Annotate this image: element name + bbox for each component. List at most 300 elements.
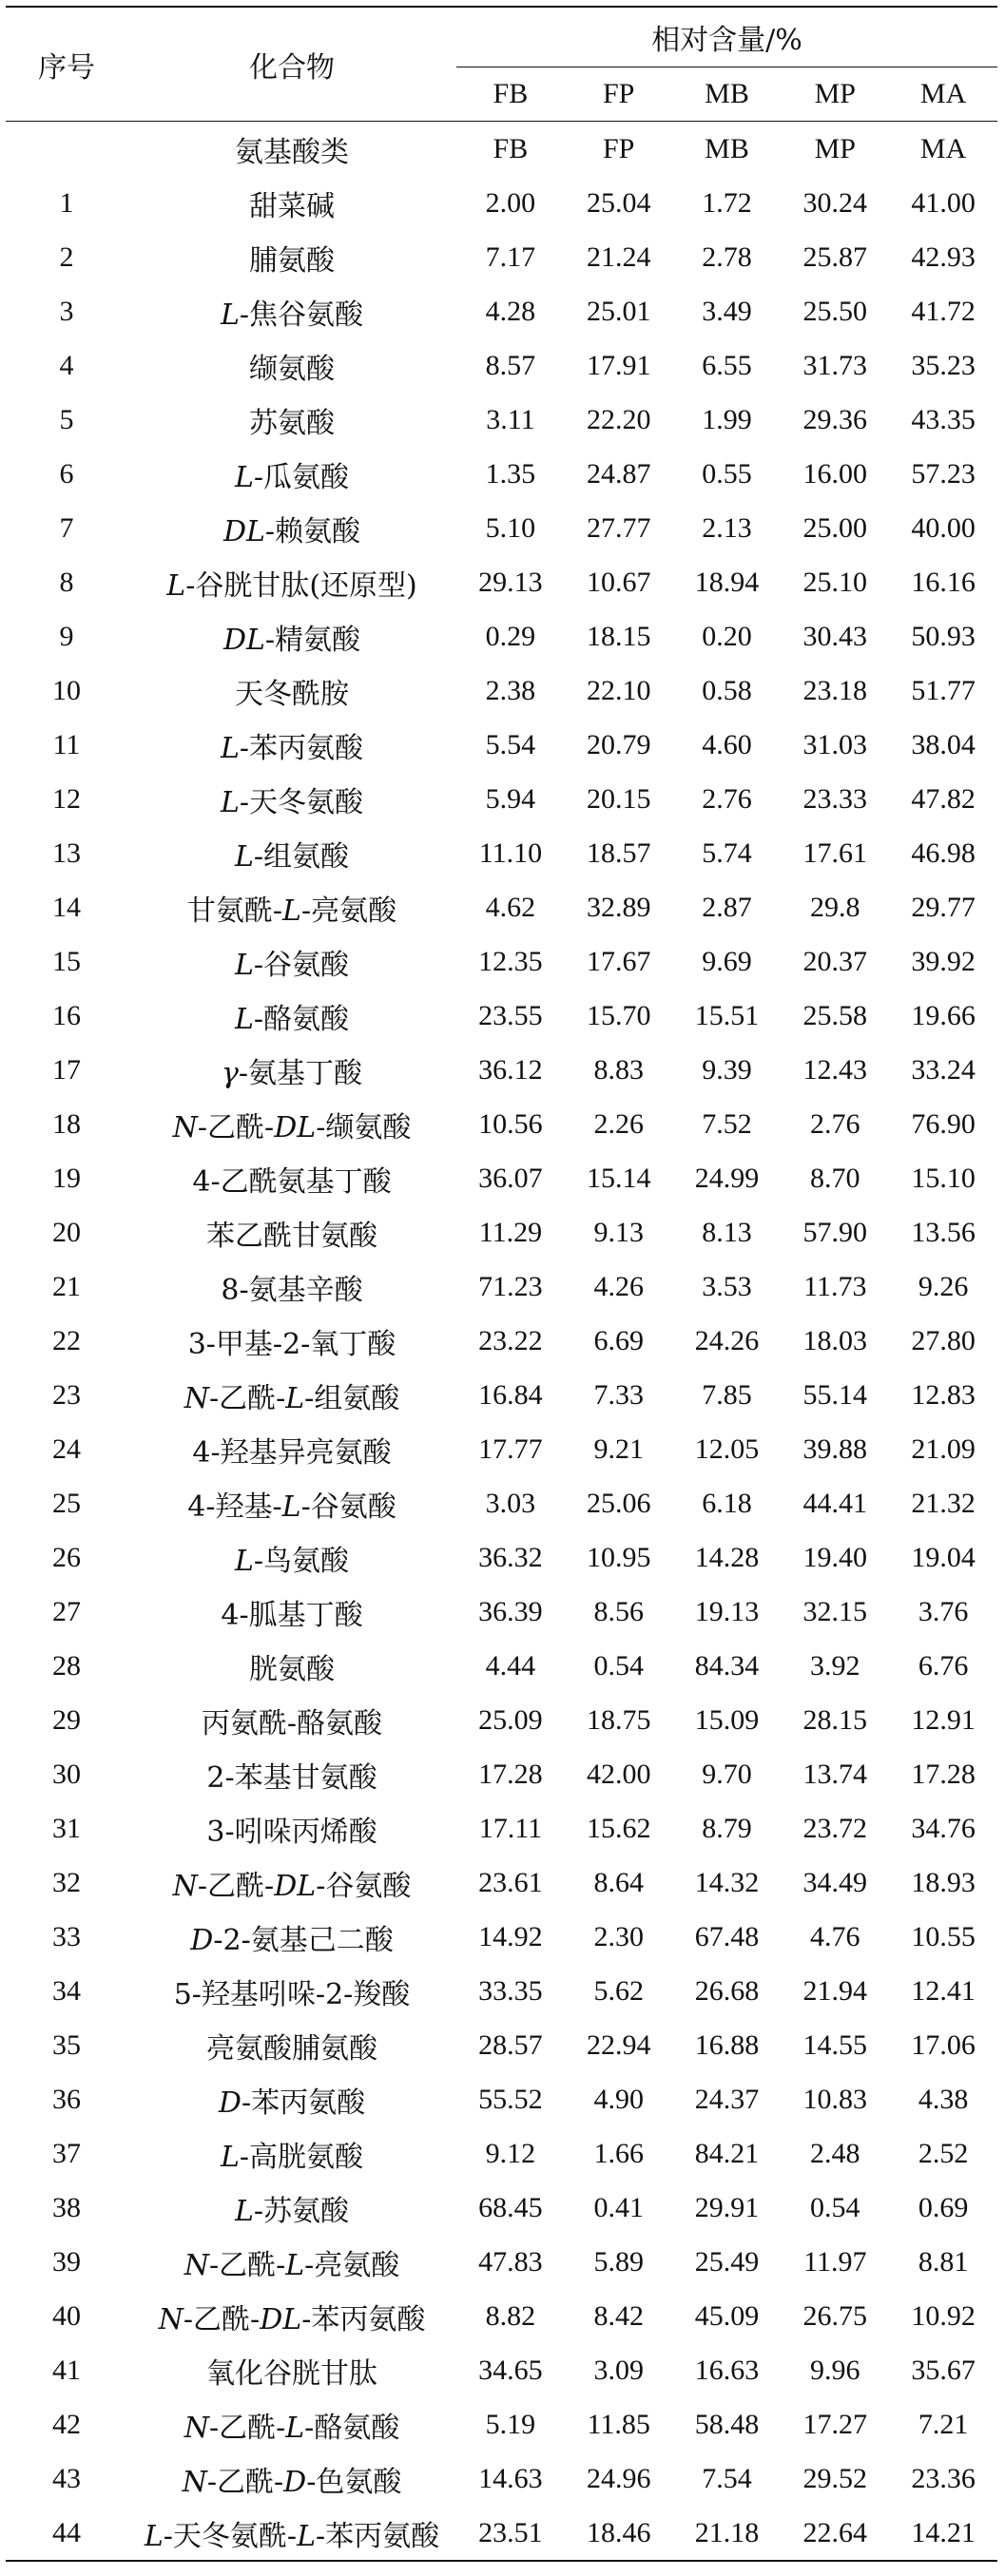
value-fp: 21.24 bbox=[586, 240, 651, 273]
value-mp: 17.27 bbox=[802, 2408, 868, 2440]
value-mp: 30.24 bbox=[802, 186, 868, 219]
value-fp: 42.00 bbox=[586, 1758, 651, 1790]
table-row bbox=[6, 1422, 997, 1476]
compound-name: D-2-氨基己二酸 bbox=[190, 1923, 394, 1957]
compound-name: 5-羟基吲哚-2-羧酸 bbox=[173, 1977, 411, 2011]
value-mb: 0.58 bbox=[702, 674, 752, 706]
value-fb: 17.11 bbox=[478, 1812, 543, 1844]
value-mb: 6.18 bbox=[702, 1487, 752, 1519]
compound-name: 氧化谷胱甘肽 bbox=[206, 2356, 377, 2391]
compound-name: 甜菜碱 bbox=[249, 189, 335, 223]
table-row bbox=[6, 447, 997, 501]
row-index: 4 bbox=[59, 349, 74, 381]
value-mp: 31.03 bbox=[802, 728, 868, 760]
value-fp: 4.90 bbox=[593, 2083, 644, 2115]
value-mp: 29.8 bbox=[810, 891, 860, 923]
table-row bbox=[6, 1855, 997, 1910]
value-mb: 14.28 bbox=[694, 1541, 760, 1573]
value-ma: 43.35 bbox=[911, 403, 976, 435]
value-ma: 2.52 bbox=[918, 2137, 969, 2169]
value-fb: 23.51 bbox=[478, 2516, 543, 2548]
value-ma: 35.67 bbox=[911, 2354, 976, 2386]
compound-name: L-酪氨酸 bbox=[234, 1002, 350, 1036]
value-mp: 19.40 bbox=[802, 1541, 868, 1573]
value-mp: 34.49 bbox=[802, 1866, 868, 1898]
table-row bbox=[6, 1693, 997, 1747]
row-index: 25 bbox=[52, 1487, 81, 1519]
compound-name: DL-精氨酸 bbox=[222, 623, 361, 657]
row-index: 24 bbox=[52, 1432, 81, 1465]
value-fp: 6.69 bbox=[593, 1324, 644, 1356]
value-ma: 23.36 bbox=[911, 2462, 976, 2494]
row-index: 5 bbox=[59, 403, 74, 435]
compound-name: 丙氨酰-酪氨酸 bbox=[201, 1706, 383, 1740]
value-ma: 40.00 bbox=[911, 511, 976, 544]
row-index: 10 bbox=[52, 674, 81, 706]
value-mb: 9.70 bbox=[702, 1758, 752, 1790]
row-index: 40 bbox=[52, 2299, 81, 2332]
value-mp: 12.43 bbox=[802, 1053, 868, 1086]
value-fb: 36.07 bbox=[478, 1162, 543, 1194]
value-fp: 11.85 bbox=[587, 2408, 650, 2440]
category-col-ma: MA bbox=[919, 132, 967, 164]
value-fp: 18.46 bbox=[586, 2516, 651, 2548]
table-row bbox=[6, 989, 997, 1043]
row-index: 39 bbox=[52, 2245, 81, 2278]
value-fp: 8.64 bbox=[593, 1866, 644, 1898]
value-fp: 4.26 bbox=[593, 1270, 644, 1302]
compound-name: N-乙酰-L-组氨酸 bbox=[184, 1381, 400, 1415]
value-mb: 3.53 bbox=[702, 1270, 752, 1302]
compound-name: 8-氨基辛酸 bbox=[221, 1273, 363, 1307]
table-row bbox=[6, 772, 997, 826]
row-index: 18 bbox=[52, 1107, 81, 1140]
value-ma: 9.26 bbox=[918, 1270, 969, 1302]
table-row bbox=[6, 1151, 997, 1205]
table-row bbox=[6, 1043, 997, 1097]
value-mp: 30.43 bbox=[802, 620, 868, 652]
value-fp: 15.70 bbox=[586, 999, 651, 1031]
column-header-mb: MB bbox=[705, 78, 749, 109]
value-mp: 25.00 bbox=[802, 511, 868, 544]
compound-name: L-高胱氨酸 bbox=[220, 2140, 364, 2174]
value-ma: 50.93 bbox=[911, 620, 976, 652]
value-ma: 14.21 bbox=[911, 2516, 976, 2548]
compound-name: 亮氨酸脯氨酸 bbox=[206, 2031, 377, 2066]
value-fp: 25.04 bbox=[586, 186, 651, 219]
row-index: 35 bbox=[52, 2028, 81, 2061]
table-row bbox=[6, 555, 997, 609]
value-fp: 5.62 bbox=[593, 1974, 644, 2007]
value-mp: 0.54 bbox=[810, 2191, 860, 2223]
row-index: 38 bbox=[52, 2191, 81, 2223]
value-mp: 57.90 bbox=[802, 1216, 868, 1248]
table-row bbox=[6, 663, 997, 718]
value-fb: 36.32 bbox=[478, 1541, 543, 1573]
value-fb: 1.35 bbox=[485, 457, 536, 490]
value-fp: 22.10 bbox=[586, 674, 651, 706]
value-ma: 15.10 bbox=[911, 1162, 976, 1194]
value-fp: 0.54 bbox=[593, 1649, 644, 1682]
value-fp: 7.33 bbox=[593, 1378, 644, 1411]
value-ma: 3.76 bbox=[918, 1595, 969, 1627]
value-mp: 55.14 bbox=[802, 1378, 868, 1411]
table-row bbox=[6, 2451, 997, 2506]
value-ma: 35.23 bbox=[911, 349, 976, 381]
value-fp: 8.56 bbox=[593, 1595, 644, 1627]
value-mp: 25.10 bbox=[802, 566, 868, 598]
row-index: 3 bbox=[59, 295, 74, 327]
value-ma: 27.80 bbox=[911, 1324, 976, 1356]
value-mp: 11.97 bbox=[803, 2245, 867, 2278]
value-mb: 2.78 bbox=[702, 240, 752, 273]
compound-name: 缬氨酸 bbox=[249, 352, 335, 386]
value-fb: 3.03 bbox=[485, 1487, 536, 1519]
table-row bbox=[6, 880, 997, 934]
value-mp: 23.33 bbox=[802, 782, 868, 815]
row-index: 31 bbox=[52, 1812, 81, 1844]
value-fb: 11.10 bbox=[478, 836, 543, 869]
value-mp: 2.48 bbox=[810, 2137, 860, 2169]
value-fp: 27.77 bbox=[586, 511, 651, 544]
value-fb: 17.77 bbox=[478, 1432, 543, 1465]
value-fp: 18.57 bbox=[586, 836, 651, 869]
value-mb: 2.13 bbox=[702, 511, 752, 544]
table-row bbox=[6, 2072, 997, 2126]
table-row bbox=[6, 1639, 997, 1693]
compound-name: L-天冬氨酰-L-苯丙氨酸 bbox=[144, 2519, 440, 2553]
value-mp: 13.74 bbox=[802, 1758, 868, 1790]
row-index: 41 bbox=[52, 2354, 81, 2386]
value-fp: 22.20 bbox=[586, 403, 651, 435]
value-mp: 32.15 bbox=[802, 1595, 868, 1627]
compound-name: N-乙酰-L-亮氨酸 bbox=[184, 2248, 400, 2282]
row-index: 28 bbox=[52, 1649, 81, 1682]
value-mb: 9.39 bbox=[702, 1053, 752, 1086]
value-fp: 15.62 bbox=[586, 1812, 651, 1844]
table-row bbox=[6, 2018, 997, 2072]
row-index: 27 bbox=[52, 1595, 81, 1627]
compound-name: 苏氨酸 bbox=[249, 406, 335, 440]
value-fb: 4.62 bbox=[485, 891, 536, 923]
value-mb: 2.87 bbox=[702, 891, 752, 923]
compound-name: L-谷氨酸 bbox=[234, 948, 350, 982]
table-row bbox=[6, 2289, 997, 2343]
value-mp: 10.83 bbox=[802, 2083, 868, 2115]
compound-name: 甘氨酰-L-亮氨酸 bbox=[186, 894, 397, 928]
compound-name: L-瓜氨酸 bbox=[234, 460, 350, 494]
value-fp: 10.67 bbox=[586, 566, 651, 598]
row-index: 15 bbox=[52, 945, 81, 977]
value-fp: 3.09 bbox=[593, 2354, 644, 2386]
value-ma: 8.81 bbox=[918, 2245, 969, 2278]
value-ma: 46.98 bbox=[911, 836, 976, 869]
value-fb: 17.28 bbox=[478, 1758, 543, 1790]
value-mb: 1.99 bbox=[702, 403, 752, 435]
column-header-mp: MP bbox=[814, 78, 856, 109]
value-fb: 4.28 bbox=[485, 295, 536, 327]
compound-header: 化合物 bbox=[127, 7, 456, 122]
compound-content-table bbox=[6, 6, 997, 2562]
value-mb: 8.79 bbox=[702, 1812, 752, 1844]
compound-name: 4-羟基-L-谷氨酸 bbox=[187, 1490, 396, 1524]
compound-name: 3-吲哚丙烯酸 bbox=[206, 1815, 377, 1849]
column-header-ma: MA bbox=[919, 78, 967, 109]
value-mb: 18.94 bbox=[694, 566, 760, 598]
row-index: 26 bbox=[52, 1541, 81, 1573]
compound-name: γ-氨基丁酸 bbox=[221, 1056, 363, 1090]
value-fb: 3.11 bbox=[486, 403, 535, 435]
value-ma: 19.66 bbox=[911, 999, 976, 1031]
value-mb: 24.26 bbox=[694, 1324, 760, 1356]
value-ma: 6.76 bbox=[918, 1649, 969, 1682]
value-ma: 17.28 bbox=[911, 1758, 976, 1790]
table-row bbox=[6, 501, 997, 555]
row-index: 12 bbox=[52, 782, 81, 815]
row-index: 19 bbox=[52, 1162, 81, 1194]
row-index: 9 bbox=[59, 620, 74, 652]
compound-name: 胱氨酸 bbox=[249, 1652, 335, 1686]
value-mb: 24.99 bbox=[694, 1162, 760, 1194]
table-row bbox=[6, 1476, 997, 1530]
value-mp: 16.00 bbox=[802, 457, 868, 490]
compound-name: 4-胍基丁酸 bbox=[221, 1598, 363, 1632]
value-mb: 4.60 bbox=[702, 728, 752, 760]
table-row bbox=[6, 338, 997, 393]
row-index: 11 bbox=[52, 728, 81, 760]
category-col-mb: MB bbox=[705, 132, 749, 164]
value-mp: 11.73 bbox=[803, 1270, 867, 1302]
value-fp: 2.26 bbox=[593, 1107, 644, 1140]
table-row bbox=[6, 1530, 997, 1585]
value-fb: 47.83 bbox=[478, 2245, 543, 2278]
value-ma: 47.82 bbox=[911, 782, 976, 815]
value-ma: 34.76 bbox=[911, 1812, 976, 1844]
value-fb: 10.56 bbox=[478, 1107, 543, 1140]
value-fb: 33.35 bbox=[478, 1974, 543, 2007]
table-row bbox=[6, 826, 997, 880]
value-fb: 4.44 bbox=[485, 1649, 536, 1682]
value-fp: 5.89 bbox=[593, 2245, 644, 2278]
value-ma: 19.04 bbox=[911, 1541, 976, 1573]
compound-name: 脯氨酸 bbox=[249, 243, 335, 278]
row-index: 2 bbox=[59, 240, 74, 273]
value-mb: 45.09 bbox=[694, 2299, 760, 2332]
value-mb: 21.18 bbox=[694, 2516, 760, 2548]
value-mb: 7.85 bbox=[702, 1378, 752, 1411]
value-mb: 84.34 bbox=[694, 1649, 760, 1682]
row-index: 42 bbox=[52, 2408, 81, 2440]
row-index: 30 bbox=[52, 1758, 81, 1790]
value-mb: 26.68 bbox=[694, 1974, 760, 2007]
value-mb: 12.05 bbox=[694, 1432, 760, 1465]
row-index: 21 bbox=[52, 1270, 81, 1302]
table-row bbox=[6, 609, 997, 663]
row-index: 8 bbox=[59, 566, 74, 598]
value-fb: 8.82 bbox=[485, 2299, 536, 2332]
value-fb: 34.65 bbox=[478, 2354, 543, 2386]
value-mp: 39.88 bbox=[802, 1432, 868, 1465]
compound-name: 4-羟基异亮氨酸 bbox=[192, 1435, 392, 1470]
value-mb: 7.54 bbox=[702, 2462, 752, 2494]
compound-name: L-苏氨酸 bbox=[234, 2194, 350, 2228]
compound-name: L-鸟氨酸 bbox=[234, 1544, 350, 1578]
value-fb: 2.38 bbox=[485, 674, 536, 706]
value-fb: 0.29 bbox=[485, 620, 536, 652]
value-mp: 14.55 bbox=[802, 2028, 868, 2061]
value-fp: 22.94 bbox=[586, 2028, 651, 2061]
value-fb: 9.12 bbox=[485, 2137, 536, 2169]
value-mp: 23.18 bbox=[802, 674, 868, 706]
table-row bbox=[6, 1314, 997, 1368]
value-mp: 29.36 bbox=[802, 403, 868, 435]
compound-name: N-乙酰-DL-谷氨酸 bbox=[172, 1869, 412, 1903]
value-ma: 13.56 bbox=[911, 1216, 976, 1248]
compound-name: 天冬酰胺 bbox=[235, 677, 349, 711]
value-mp: 25.50 bbox=[802, 295, 868, 327]
row-index: 7 bbox=[59, 511, 74, 544]
value-fp: 9.21 bbox=[593, 1432, 644, 1465]
value-ma: 21.09 bbox=[911, 1432, 976, 1465]
value-fb: 68.45 bbox=[478, 2191, 543, 2223]
value-mb: 67.48 bbox=[694, 1920, 760, 1952]
value-ma: 41.72 bbox=[911, 295, 976, 327]
value-mp: 26.75 bbox=[802, 2299, 868, 2332]
compound-name: L-苯丙氨酸 bbox=[220, 731, 364, 765]
value-mp: 2.76 bbox=[810, 1107, 860, 1140]
index-header: 序号 bbox=[6, 7, 127, 122]
value-ma: 39.92 bbox=[911, 945, 976, 977]
value-mp: 17.61 bbox=[802, 836, 868, 869]
row-index: 36 bbox=[52, 2083, 81, 2115]
relative-content-header: 相对含量/% bbox=[456, 7, 997, 67]
row-index: 37 bbox=[52, 2137, 81, 2169]
header-row-1 bbox=[6, 7, 997, 67]
category-name: 氨基酸类 bbox=[235, 135, 349, 169]
value-mb: 15.51 bbox=[694, 999, 760, 1031]
value-ma: 17.06 bbox=[911, 2028, 976, 2061]
value-fp: 8.83 bbox=[593, 1053, 644, 1086]
value-mb: 3.49 bbox=[702, 295, 752, 327]
table-row bbox=[6, 2235, 997, 2289]
table-row bbox=[6, 176, 997, 230]
value-ma: 42.93 bbox=[911, 240, 976, 273]
value-ma: 33.24 bbox=[911, 1053, 976, 1086]
value-mp: 20.37 bbox=[802, 945, 868, 977]
category-col-fb: FB bbox=[493, 132, 529, 164]
value-ma: 76.90 bbox=[911, 1107, 976, 1140]
value-fp: 0.41 bbox=[593, 2191, 644, 2223]
value-fp: 32.89 bbox=[586, 891, 651, 923]
value-mb: 15.09 bbox=[694, 1703, 760, 1736]
value-ma: 38.04 bbox=[911, 728, 976, 760]
value-mb: 0.55 bbox=[702, 457, 752, 490]
table-row bbox=[6, 2126, 997, 2181]
value-ma: 51.77 bbox=[911, 674, 976, 706]
value-mb: 7.52 bbox=[702, 1107, 752, 1140]
compound-name: 4-乙酰氨基丁酸 bbox=[192, 1164, 392, 1199]
row-index: 44 bbox=[52, 2516, 81, 2548]
table-row bbox=[6, 934, 997, 989]
value-mb: 5.74 bbox=[702, 836, 752, 869]
value-fp: 9.13 bbox=[593, 1216, 644, 1248]
value-fp: 25.06 bbox=[586, 1487, 651, 1519]
value-mp: 25.87 bbox=[802, 240, 868, 273]
row-index: 43 bbox=[52, 2462, 81, 2494]
row-index: 20 bbox=[52, 1216, 81, 1248]
value-fb: 23.55 bbox=[478, 999, 543, 1031]
value-ma: 10.55 bbox=[911, 1920, 976, 1952]
value-ma: 18.93 bbox=[911, 1866, 976, 1898]
table-row bbox=[6, 393, 997, 447]
compound-name: L-焦谷氨酸 bbox=[220, 298, 364, 332]
row-index: 32 bbox=[52, 1866, 81, 1898]
value-ma: 16.16 bbox=[911, 566, 976, 598]
value-ma: 0.69 bbox=[918, 2191, 969, 2223]
table-row bbox=[6, 1910, 997, 1964]
value-mb: 16.63 bbox=[694, 2354, 760, 2386]
compound-name: 苯乙酰甘氨酸 bbox=[206, 1219, 377, 1253]
value-ma: 7.21 bbox=[918, 2408, 969, 2440]
column-header-fb: FB bbox=[493, 78, 529, 109]
row-index: 16 bbox=[52, 999, 81, 1031]
value-fb: 2.00 bbox=[485, 186, 536, 219]
value-fp: 18.75 bbox=[586, 1703, 651, 1736]
value-mp: 18.03 bbox=[802, 1324, 868, 1356]
value-mp: 8.70 bbox=[810, 1162, 860, 1194]
table-row bbox=[6, 2506, 997, 2561]
category-row bbox=[6, 122, 997, 177]
value-mp: 25.58 bbox=[802, 999, 868, 1031]
value-fb: 14.92 bbox=[478, 1920, 543, 1952]
value-fb: 16.84 bbox=[478, 1378, 543, 1411]
category-col-mp: MP bbox=[814, 132, 856, 164]
value-fb: 25.09 bbox=[478, 1703, 543, 1736]
value-fp: 2.30 bbox=[593, 1920, 644, 1952]
compound-name: N-乙酰-DL-缬氨酸 bbox=[172, 1110, 412, 1144]
value-ma: 21.32 bbox=[911, 1487, 976, 1519]
value-fb: 5.19 bbox=[485, 2408, 536, 2440]
value-mb: 58.48 bbox=[694, 2408, 760, 2440]
value-mb: 29.91 bbox=[694, 2191, 760, 2223]
value-fb: 28.57 bbox=[478, 2028, 543, 2061]
compound-name: L-天冬氨酸 bbox=[220, 785, 364, 819]
table-row bbox=[6, 1368, 997, 1422]
compound-name: 2-苯基甘氨酸 bbox=[206, 1760, 377, 1795]
value-mb: 24.37 bbox=[694, 2083, 760, 2115]
value-fp: 24.87 bbox=[586, 457, 651, 490]
table-row bbox=[6, 2181, 997, 2235]
value-fp: 17.91 bbox=[586, 349, 651, 381]
value-fb: 71.23 bbox=[478, 1270, 543, 1302]
compound-name: N-乙酰-DL-苯丙氨酸 bbox=[158, 2302, 426, 2336]
compound-name: L-谷胱甘肽(还原型) bbox=[166, 568, 417, 603]
row-index: 6 bbox=[59, 457, 74, 490]
value-fp: 8.42 bbox=[593, 2299, 644, 2332]
column-header-fp: FP bbox=[603, 78, 635, 109]
value-mp: 21.94 bbox=[802, 1974, 868, 2007]
value-fb: 5.54 bbox=[485, 728, 536, 760]
value-fb: 7.17 bbox=[485, 240, 536, 273]
compound-name: L-组氨酸 bbox=[234, 839, 350, 874]
value-fp: 20.79 bbox=[586, 728, 651, 760]
compound-name: N-乙酰-D-色氨酸 bbox=[182, 2465, 402, 2499]
value-mp: 22.64 bbox=[802, 2516, 868, 2548]
value-mb: 0.20 bbox=[702, 620, 752, 652]
row-index: 13 bbox=[52, 836, 81, 869]
value-mp: 44.41 bbox=[802, 1487, 868, 1519]
value-fp: 25.01 bbox=[586, 295, 651, 327]
